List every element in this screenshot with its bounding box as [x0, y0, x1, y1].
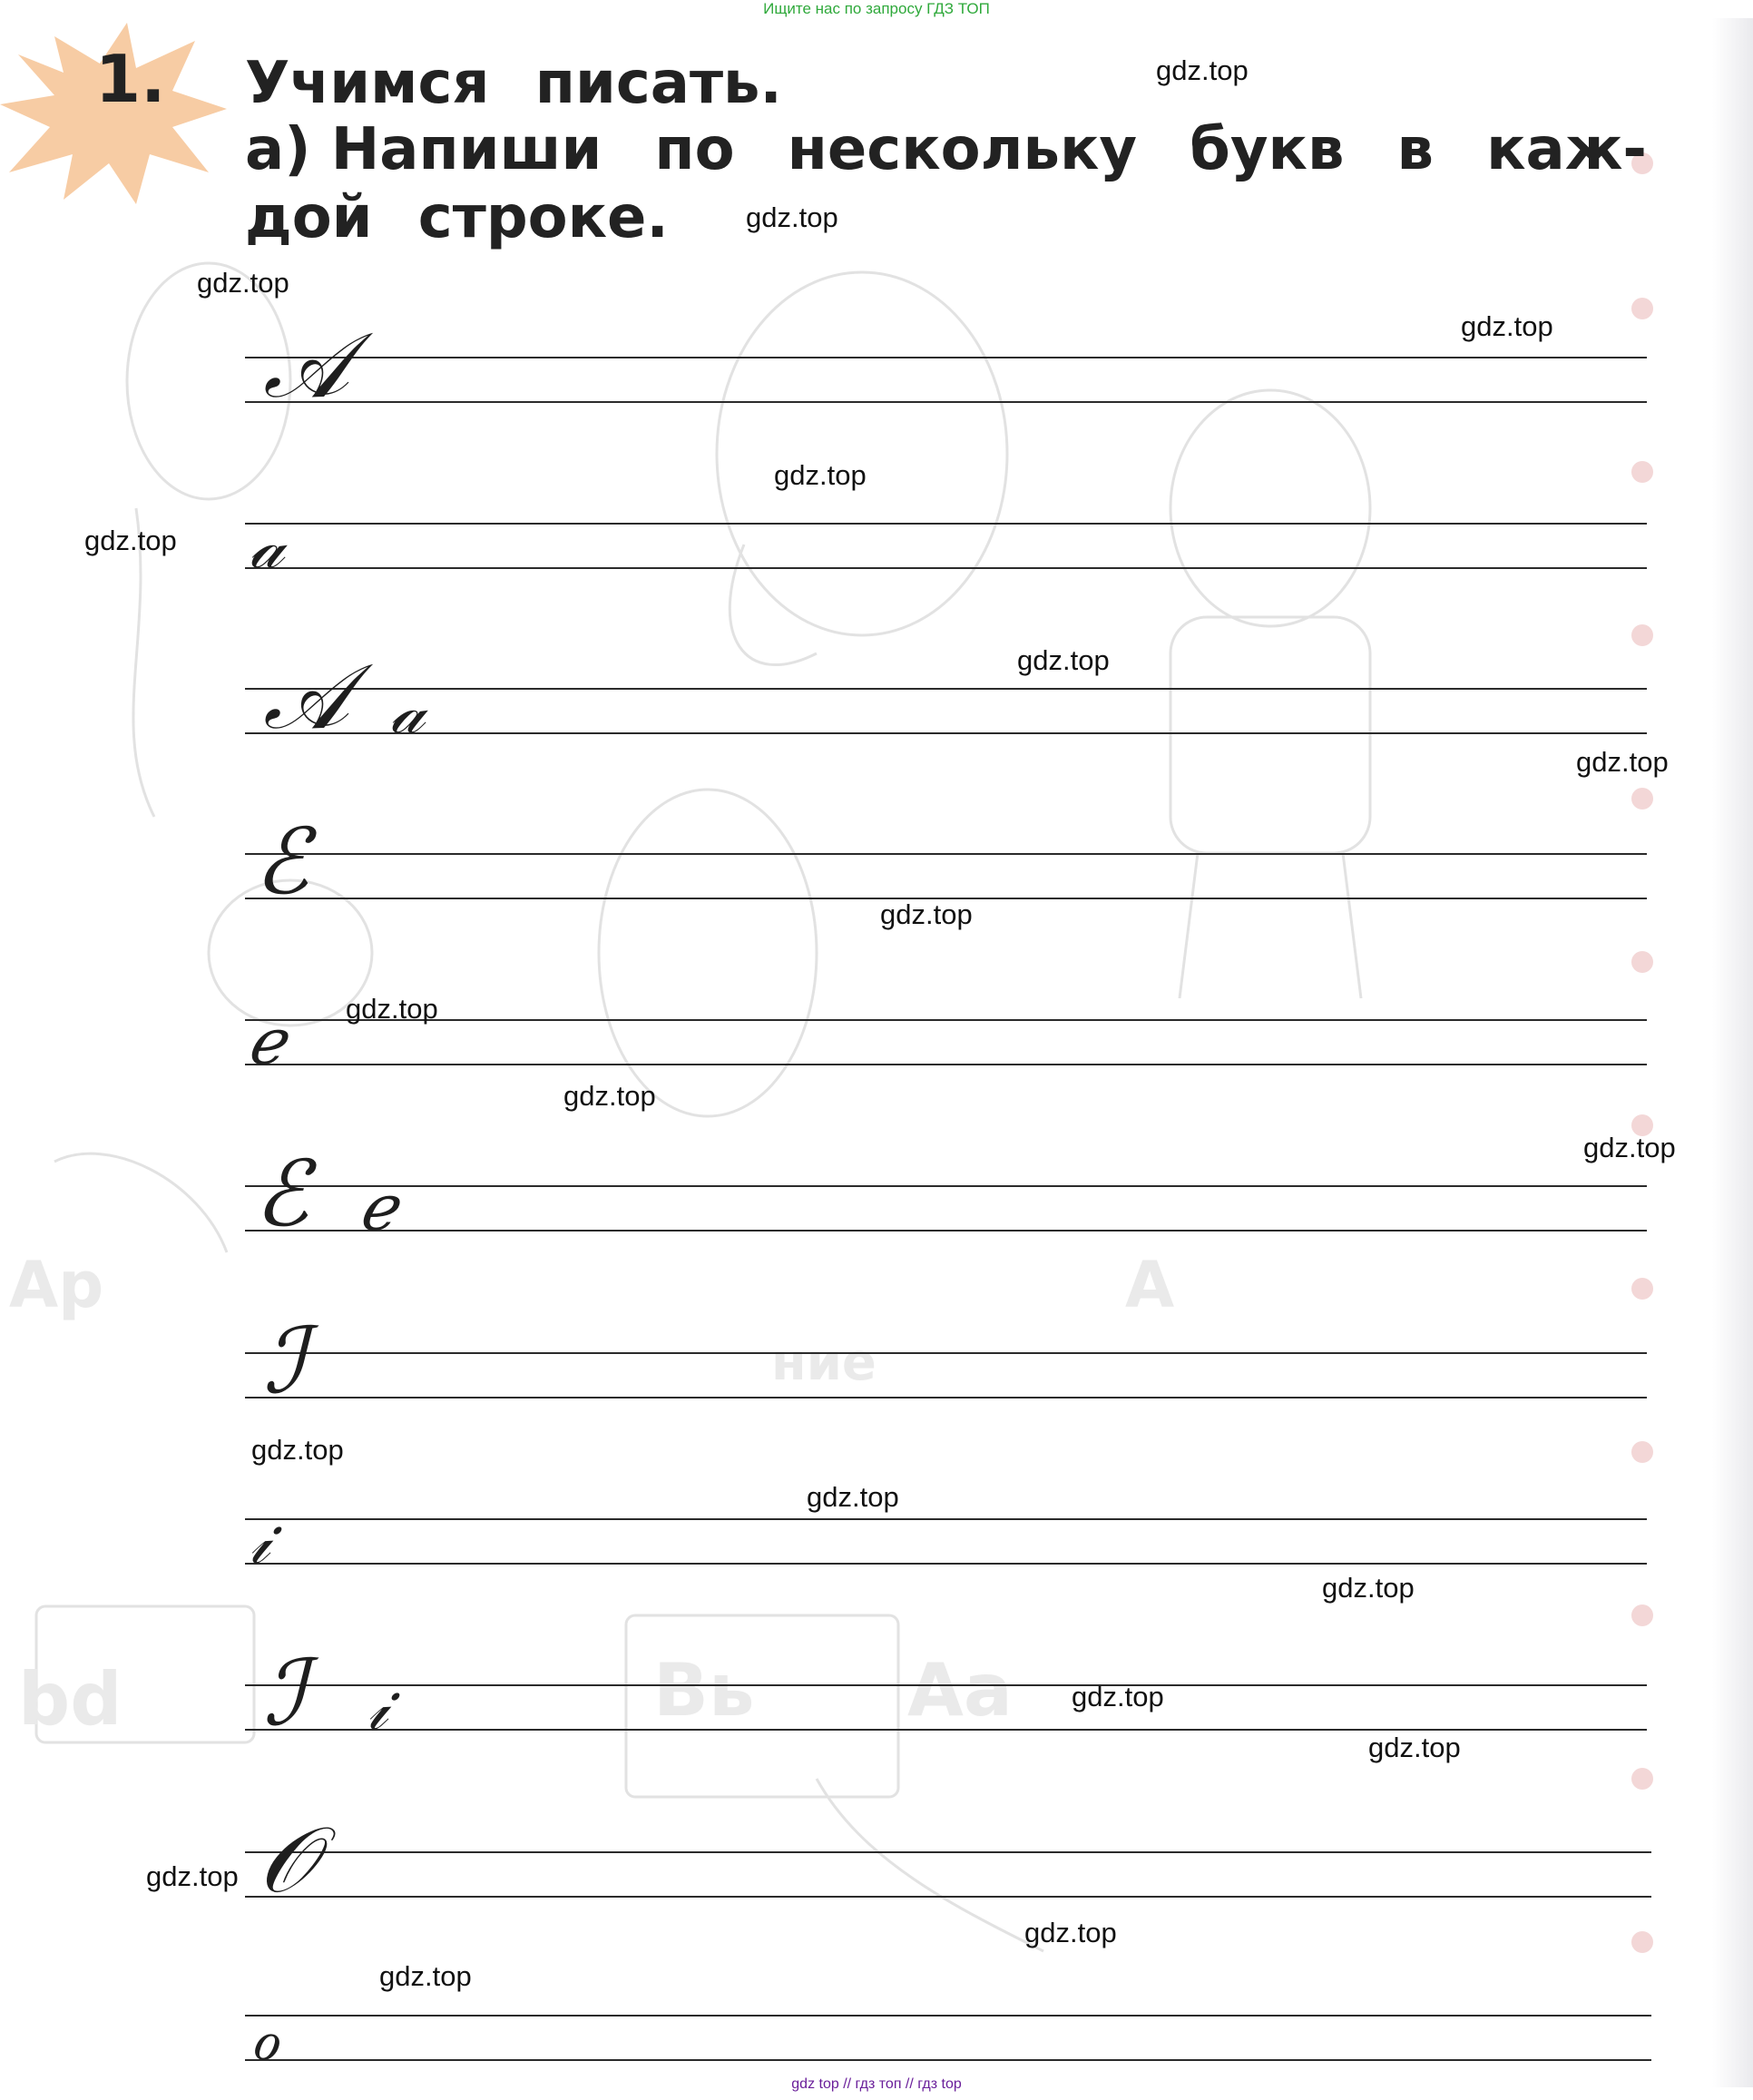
writing-guide-bottom	[245, 732, 1647, 734]
writing-row-small-a[interactable]	[245, 508, 1647, 583]
watermark: gdz.top	[1583, 1132, 1676, 1163]
watermark: gdz.top	[1368, 1732, 1461, 1763]
watermark: gdz.top	[1024, 1917, 1117, 1948]
writing-guide-bottom	[245, 401, 1647, 403]
watermark: gdz.top	[1156, 54, 1249, 86]
cursive-letter: ℐ	[263, 1640, 306, 1746]
writing-guide-top	[245, 688, 1647, 690]
page-edge-shadow	[1712, 18, 1753, 2087]
cursive-letter: 𝒶	[390, 673, 426, 748]
watermark: gdz.top	[379, 1960, 472, 1992]
svg-text:Ар: Ар	[9, 1248, 104, 1322]
bottom-note: gdz top // гдз топ // гдз top	[791, 2076, 962, 2092]
writing-guide-bottom	[245, 1563, 1647, 1565]
cursive-letter: ℴ	[250, 2000, 279, 2075]
writing-guide-top	[245, 853, 1647, 855]
instruction-word: каж-	[1486, 116, 1647, 183]
writing-guide-top	[245, 1518, 1647, 1520]
watermark: gdz.top	[146, 1860, 239, 1892]
writing-guide-top	[245, 523, 1647, 525]
svg-text:ние: ние	[771, 1333, 876, 1392]
watermark: gdz.top	[774, 459, 867, 491]
watermark: gdz.top	[563, 1080, 656, 1112]
exercise-title: Учимся писать.	[245, 50, 782, 117]
watermark: gdz.top	[1576, 746, 1669, 778]
writing-row-e-pair[interactable]	[245, 1141, 1647, 1247]
watermark: gdz.top	[807, 1481, 899, 1513]
writing-guide-top	[245, 1352, 1647, 1354]
instruction-word: в	[1396, 116, 1435, 183]
watermark: gdz.top	[1322, 1572, 1415, 1604]
watermark: gdz.top	[1017, 644, 1110, 676]
svg-text:bd: bd	[18, 1657, 122, 1742]
writing-row-capital-o[interactable]	[245, 1807, 1651, 1913]
cursive-letter: ℯ	[247, 1005, 285, 1079]
cursive-letter: 𝒾	[367, 1670, 388, 1744]
watermark: gdz.top	[251, 1434, 344, 1466]
cursive-letter: 𝒪	[259, 1807, 316, 1913]
svg-text:Аа: Аа	[907, 1648, 1013, 1732]
watermark: gdz.top	[197, 267, 289, 299]
instruction-word: букв	[1190, 116, 1345, 183]
cursive-letter: 𝒶	[250, 508, 285, 583]
instruction-word: нескольку	[787, 116, 1138, 183]
cursive-letter: ℰ	[254, 809, 309, 915]
cursive-letter: 𝒜	[263, 312, 349, 418]
writing-guide-top	[245, 2015, 1651, 2017]
watermark: gdz.top	[746, 201, 838, 233]
writing-row-small-o[interactable]	[245, 2000, 1651, 2075]
cursive-letter: 𝒜	[263, 643, 349, 750]
watermark: gdz.top	[1072, 1681, 1164, 1712]
writing-guide-top	[245, 1851, 1651, 1853]
writing-guide-bottom	[245, 567, 1647, 569]
watermark: gdz.top	[880, 898, 973, 930]
writing-guide-bottom	[245, 1397, 1647, 1398]
writing-row-small-i[interactable]	[245, 1504, 1647, 1578]
exercise-instruction-continued: дой строке.	[245, 184, 669, 251]
exercise-number: 1.	[95, 41, 166, 117]
watermark: gdz.top	[1461, 310, 1553, 342]
cursive-letter: 𝒾	[250, 1504, 270, 1578]
instruction-word: по	[654, 116, 735, 183]
svg-text:А: А	[1125, 1248, 1175, 1322]
writing-guide-top	[245, 1684, 1647, 1686]
exercise-instruction	[245, 116, 1647, 183]
watermark: gdz.top	[346, 993, 438, 1025]
cursive-letter: ℯ	[358, 1171, 397, 1245]
watermark: gdz.top	[84, 525, 177, 556]
writing-guide-top	[245, 357, 1647, 358]
writing-guide-bottom	[245, 1064, 1647, 1065]
writing-guide-top	[245, 1019, 1647, 1021]
cursive-letter: ℐ	[263, 1308, 306, 1414]
top-note: Ищите нас по запросу ГДЗ ТОП	[763, 0, 990, 17]
instruction-word: а) Напиши	[245, 116, 602, 183]
writing-guide-bottom	[245, 1896, 1651, 1898]
writing-row-i-pair[interactable]	[245, 1640, 1647, 1746]
cursive-letter: ℰ	[254, 1141, 309, 1247]
writing-guide-top	[245, 1185, 1647, 1187]
svg-text:Вь: Вь	[653, 1648, 755, 1732]
writing-guide-bottom	[245, 1230, 1647, 1232]
writing-guide-bottom	[245, 2059, 1651, 2061]
writing-guide-bottom	[245, 1729, 1647, 1731]
writing-row-capital-i[interactable]	[245, 1308, 1647, 1414]
